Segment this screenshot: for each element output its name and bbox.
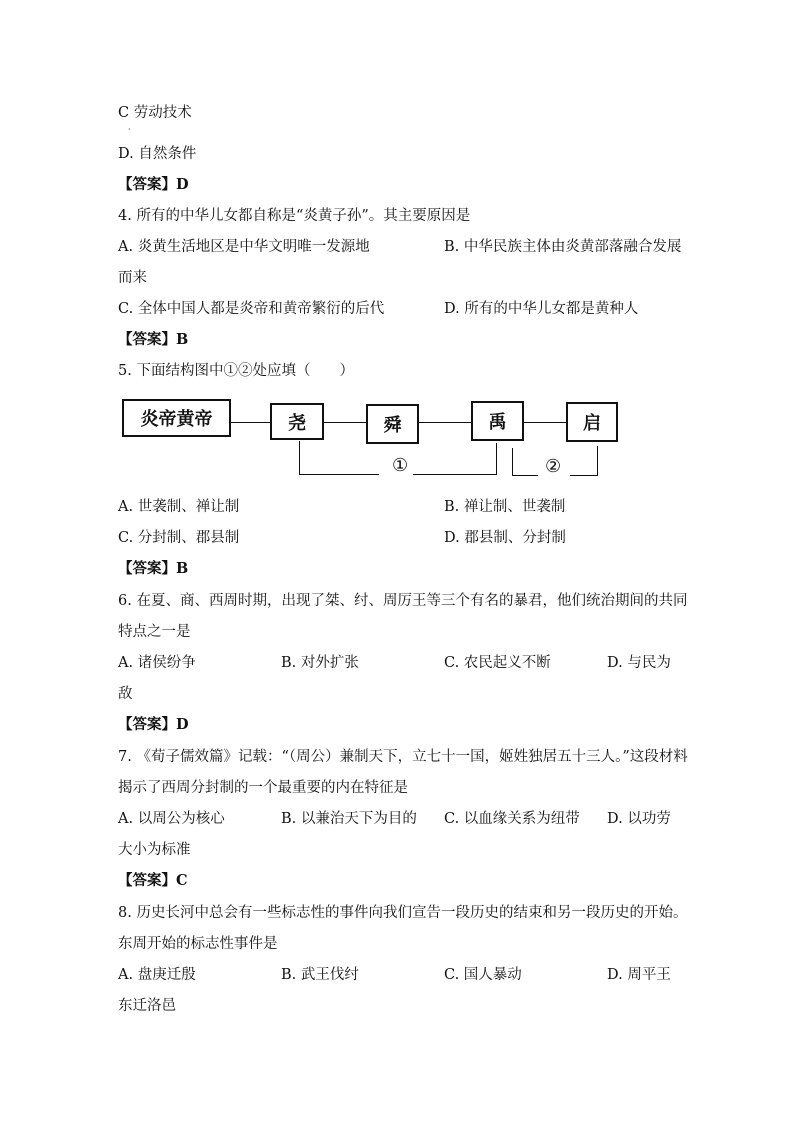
connector-1 bbox=[231, 422, 270, 423]
q4-option-d: D. 所有的中华儿女都是黄种人 bbox=[444, 301, 639, 317]
q4-option-b-cont: 而来 bbox=[118, 270, 147, 286]
q6-option-b: B. 对外扩张 bbox=[281, 655, 359, 671]
connector-3 bbox=[419, 422, 471, 423]
blank-1-marker: ① bbox=[392, 455, 409, 476]
question-4: 4. 所有的中华儿女都自称是“炎黄子孙”。其主要原因是 bbox=[118, 208, 471, 224]
answer-6: 【答案】D bbox=[118, 716, 189, 733]
q6-option-d: D. 与民为 bbox=[607, 655, 671, 671]
question-6: 6. 在夏、商、西周时期，出现了桀、纣、周厉王等三个有名的暴君，他们统治期间的共同 bbox=[118, 593, 688, 609]
bracket-1-bottom-right bbox=[413, 474, 497, 475]
question-8: 8. 历史长河中总会有一些标志性的事件向我们宣告一段历史的结束和另一段历史的开始。 bbox=[118, 905, 688, 921]
q6-option-a: A. 诸侯纷争 bbox=[118, 655, 196, 671]
q5-option-c: C. 分封制、郡县制 bbox=[118, 530, 240, 546]
connector-4 bbox=[524, 422, 566, 423]
bracket-1-bottom-left bbox=[299, 474, 379, 475]
q5-option-d: D. 郡县制、分封制 bbox=[444, 530, 566, 546]
node-yao: 尧 bbox=[270, 403, 324, 440]
node-yu: 禹 bbox=[471, 401, 524, 441]
q4-option-b: B. 中华民族主体由炎黄部落融合发展 bbox=[444, 239, 682, 255]
bracket-2-bottom-left bbox=[512, 475, 538, 476]
question-7: 7. 《荀子儒效篇》记载：“（周公）兼制天下，立七十一国，姬姓独居五十三人。”这段材料 bbox=[118, 749, 688, 765]
q7-option-a: A. 以周公为核心 bbox=[118, 811, 225, 827]
q8-option-b: B. 武王伐纣 bbox=[281, 967, 359, 983]
bracket-1-right bbox=[496, 443, 497, 474]
stray-dot: · bbox=[128, 125, 131, 134]
option-c-prev: C 劳动技术 bbox=[118, 105, 192, 121]
answer-3: 【答案】D bbox=[118, 176, 189, 193]
node-shun: 舜 bbox=[366, 404, 419, 444]
option-d-prev: D. 自然条件 bbox=[118, 146, 197, 162]
node-qi: 启 bbox=[566, 402, 618, 442]
question-6-cont: 特点之一是 bbox=[118, 624, 191, 640]
q7-option-b: B. 以兼治天下为目的 bbox=[281, 811, 417, 827]
q7-option-d-cont: 大小为标准 bbox=[118, 842, 191, 858]
bracket-2-bottom-right bbox=[570, 475, 598, 476]
q7-option-d: D. 以功劳 bbox=[607, 811, 671, 827]
question-7-cont: 揭示了西周分封制的一个最重要的内在特征是 bbox=[118, 780, 408, 796]
blank-2-marker: ② bbox=[545, 456, 562, 477]
q7-option-c: C. 以血缘关系为纽带 bbox=[444, 811, 580, 827]
question-5: 5. 下面结构图中①②处应填（ ） bbox=[118, 363, 354, 379]
answer-7: 【答案】C bbox=[118, 872, 188, 889]
q6-option-d-cont: 敌 bbox=[118, 686, 133, 702]
q8-option-c: C. 国人暴动 bbox=[444, 967, 522, 983]
q5-option-b: B. 禅让制、世袭制 bbox=[444, 499, 566, 515]
bracket-2-left bbox=[512, 448, 513, 475]
node-yandi-huangdi: 炎帝黄帝 bbox=[122, 399, 231, 437]
q5-option-a: A. 世袭制、禅让制 bbox=[118, 499, 240, 515]
question-8-cont: 东周开始的标志性事件是 bbox=[118, 936, 278, 952]
q4-option-a: A. 炎黄生活地区是中华文明唯一发源地 bbox=[118, 239, 370, 255]
q8-option-a: A. 盘庚迁殷 bbox=[118, 967, 196, 983]
q6-option-c: C. 农民起义不断 bbox=[444, 655, 551, 671]
answer-4: 【答案】B bbox=[118, 331, 189, 348]
q4-option-c: C. 全体中国人都是炎帝和黄帝繁衍的后代 bbox=[118, 301, 385, 317]
q8-option-d: D. 周平王 bbox=[607, 967, 671, 983]
bracket-1-left bbox=[299, 441, 300, 474]
bracket-2-right bbox=[597, 446, 598, 475]
q8-option-d-cont: 东迁洛邑 bbox=[118, 998, 176, 1014]
answer-5: 【答案】B bbox=[118, 560, 189, 577]
connector-2 bbox=[324, 422, 366, 423]
